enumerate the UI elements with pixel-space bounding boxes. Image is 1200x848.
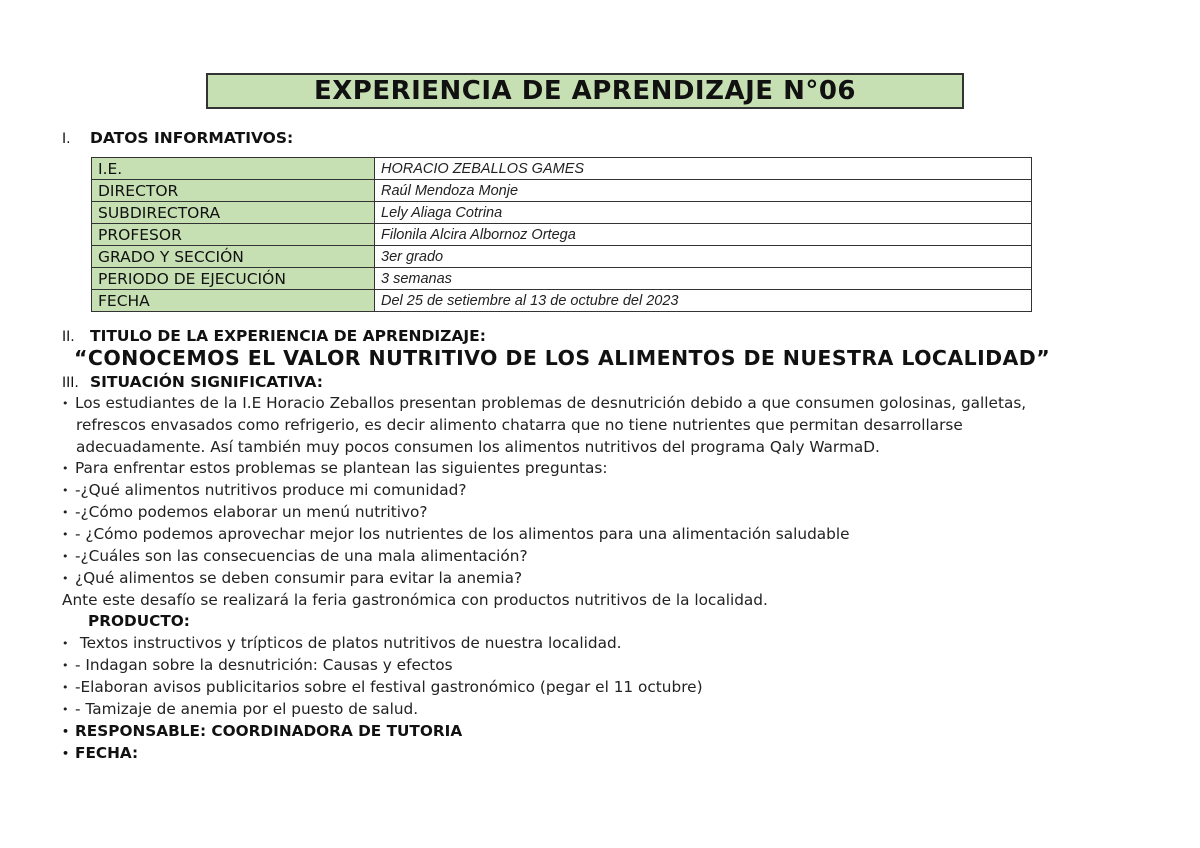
list-item <box>62 394 1026 412</box>
info-table <box>91 157 1032 312</box>
table-key: DIRECTOR <box>92 180 375 202</box>
question-text: -¿Cómo podemos elaborar un menú nutritivo? <box>75 503 428 521</box>
table-key: I.E. <box>92 158 375 180</box>
bullet-icon: • <box>62 506 69 519</box>
list-item <box>62 678 703 696</box>
questions-intro: Para enfrentar estos problemas se plantean las siguientes preguntas: <box>75 459 608 477</box>
list-item <box>62 722 462 740</box>
table-value: Filonila Alcira Albornoz Ortega <box>375 224 1032 246</box>
bullet-icon: • <box>62 703 69 716</box>
table-row <box>92 224 1032 246</box>
section-titulo-heading <box>62 327 486 345</box>
section-number: II. <box>62 329 75 345</box>
product-item: Textos instructivos y trípticos de platos nutritivos de nuestra localidad. <box>75 634 622 652</box>
table-row <box>92 158 1032 180</box>
question-text: - ¿Cómo podemos aprovechar mejor los nutrientes de los alimentos para una alimentación saludable <box>75 525 850 543</box>
list-item <box>62 459 608 477</box>
table-value: HORACIO ZEBALLOS GAMES <box>375 158 1032 180</box>
table-key: PROFESOR <box>92 224 375 246</box>
table-key: GRADO Y SECCIÓN <box>92 246 375 268</box>
section-situacion-heading <box>62 373 323 391</box>
bullet-icon: • <box>62 725 70 738</box>
table-key: FECHA <box>92 290 375 312</box>
list-item <box>62 656 453 674</box>
page-title: EXPERIENCIA DE APRENDIZAJE N°06 <box>206 73 964 109</box>
list-item <box>62 525 850 543</box>
bullet-icon: • <box>62 484 69 497</box>
responsible-text: RESPONSABLE: COORDINADORA DE TUTORIA <box>75 722 463 740</box>
table-row <box>92 180 1032 202</box>
table-value: Del 25 de setiembre al 13 de octubre del 2023 <box>375 290 1032 312</box>
table-value: Raúl Mendoza Monje <box>375 180 1032 202</box>
table-row <box>92 246 1032 268</box>
situation-text: refrescos envasados como refrigerio, es decir alimento chatarra que no tiene nutrientes que permitan desarrollarse <box>76 416 963 434</box>
section-number: III. <box>62 375 79 391</box>
table-key: PERIODO DE EJECUCIÓN <box>92 268 375 290</box>
experience-title: “CONOCEMOS EL VALOR NUTRITIVO DE LOS ALIMENTOS DE NUESTRA LOCALIDAD” <box>74 346 1051 370</box>
bullet-icon: • <box>62 747 70 760</box>
section-datos-heading <box>62 129 293 147</box>
list-item <box>62 503 428 521</box>
list-item <box>62 634 622 652</box>
list-item <box>62 481 466 499</box>
table-key: SUBDIRECTORA <box>92 202 375 224</box>
bullet-icon: • <box>62 659 69 672</box>
section-title: DATOS INFORMATIVOS: <box>90 129 294 147</box>
bullet-icon: • <box>62 528 69 541</box>
date-label: FECHA: <box>75 744 139 762</box>
section-title: TITULO DE LA EXPERIENCIA DE APRENDIZAJE: <box>90 327 486 345</box>
table-value: Lely Aliaga Cotrina <box>375 202 1032 224</box>
product-item: -Elaboran avisos publicitarios sobre el festival gastronómico (pegar el 11 octubre) <box>75 678 703 696</box>
bullet-icon: • <box>62 550 69 563</box>
section-number: I. <box>62 131 71 147</box>
bullet-icon: • <box>62 572 69 585</box>
table-row <box>92 268 1032 290</box>
product-item: - Tamizaje de anemia por el puesto de salud. <box>75 700 419 718</box>
list-item <box>62 744 138 762</box>
question-text: ¿Qué alimentos se deben consumir para evitar la anemia? <box>75 569 523 587</box>
question-text: -¿Qué alimentos nutritivos produce mi comunidad? <box>75 481 467 499</box>
table-row <box>92 202 1032 224</box>
situation-text: adecuadamente. Así también muy pocos consumen los alimentos nutritivos del programa Qaly WarmaD. <box>76 438 880 456</box>
bullet-icon: • <box>62 637 69 650</box>
product-item: - Indagan sobre la desnutrición: Causas y efectos <box>75 656 453 674</box>
table-value: 3 semanas <box>375 268 1032 290</box>
product-label: PRODUCTO: <box>88 612 190 630</box>
situation-text: Los estudiantes de la I.E Horacio Zeballos presentan problemas de desnutrición debido a que consumen golosinas, galletas, <box>75 394 1027 412</box>
table-row <box>92 290 1032 312</box>
table-value: 3er grado <box>375 246 1032 268</box>
section-title: SITUACIÓN SIGNIFICATIVA: <box>90 373 323 391</box>
bullet-icon: • <box>62 397 69 410</box>
question-text: -¿Cuáles son las consecuencias de una mala alimentación? <box>75 547 528 565</box>
list-item <box>62 547 528 565</box>
list-item <box>62 700 418 718</box>
bullet-icon: • <box>62 462 69 475</box>
challenge-text: Ante este desafío se realizará la feria gastronómica con productos nutritivos de la localidad. <box>62 591 768 609</box>
bullet-icon: • <box>62 681 69 694</box>
list-item <box>62 569 522 587</box>
